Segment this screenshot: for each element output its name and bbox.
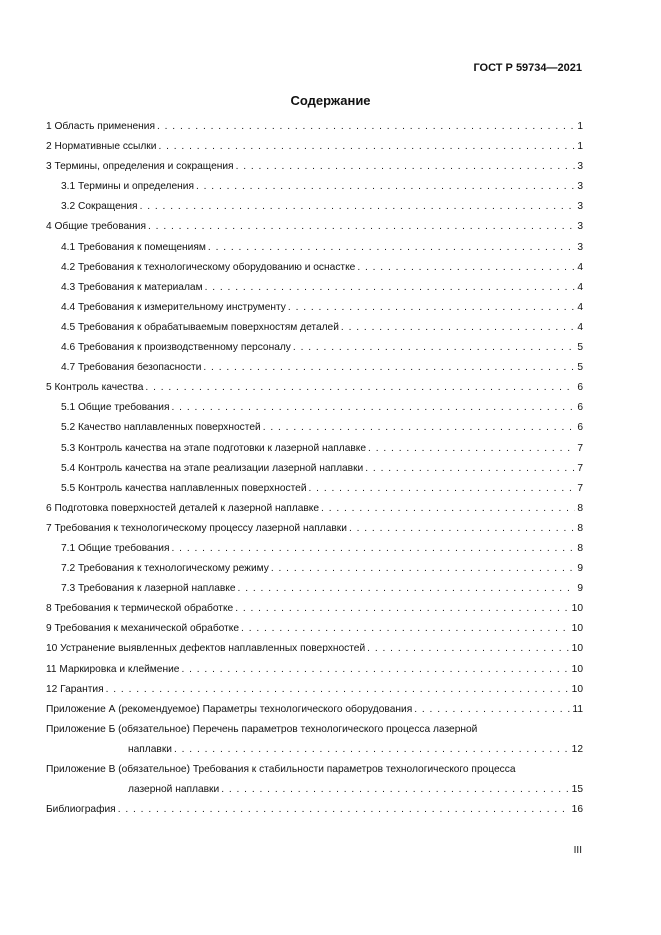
- toc-entry-label: 1 Область применения: [46, 121, 155, 132]
- toc-entry[interactable]: [46, 483, 583, 503]
- toc-leader-dots: [148, 221, 575, 232]
- toc-entry-label: 4.5 Требования к обрабатываемым поверхностям деталей: [61, 321, 339, 333]
- toc-entry[interactable]: [46, 422, 583, 442]
- toc-entry[interactable]: [46, 402, 583, 422]
- toc-entry-label: 5.5 Контроль качества наплавленных поверхностей: [61, 482, 307, 494]
- toc-leader-dots: [140, 201, 576, 212]
- toc-entry[interactable]: [46, 523, 583, 543]
- toc-entry-label: 5.2 Качество наплавленных поверхностей: [61, 422, 261, 434]
- toc-leader-dots: [236, 161, 576, 172]
- toc-entry[interactable]: [46, 161, 583, 181]
- toc-leader-dots: [221, 784, 569, 795]
- toc-leader-dots: [172, 402, 576, 413]
- toc-entry-appendix-b-continuation[interactable]: [46, 744, 583, 764]
- toc-entry-label: Библиография: [46, 804, 116, 816]
- toc-entry[interactable]: [46, 463, 583, 483]
- toc-entry-label: Приложение В (обязательное) Требования к стабильности параметров технологического процесса: [46, 764, 516, 775]
- toc-entry[interactable]: [46, 704, 583, 724]
- toc-leader-dots: [288, 302, 575, 313]
- toc-entry-label: 7 Требования к технологическому процессу лазерной наплавки: [46, 522, 347, 534]
- toc-entry[interactable]: [46, 181, 583, 201]
- toc-entry-page: 5: [577, 362, 583, 374]
- toc-entry[interactable]: [46, 563, 583, 583]
- toc-entry[interactable]: [46, 623, 583, 643]
- toc-entry-label: 4.4 Требования к измерительному инструменту: [61, 301, 286, 313]
- toc-entry-page: 8: [577, 542, 583, 554]
- toc-leader-dots: [118, 804, 570, 815]
- toc-entry-label: 4 Общие требования: [46, 221, 147, 233]
- toc-entry-label: 3.2 Сокращения: [61, 201, 138, 213]
- toc-entry-page: 4: [577, 261, 583, 273]
- toc-entry[interactable]: [46, 302, 583, 322]
- toc-leader-dots: [106, 684, 570, 695]
- toc-entry-page: 1: [577, 121, 583, 132]
- toc-entry-label: Приложение Б (обязательное) Перечень параметров технологического процесса лазерной: [46, 723, 478, 735]
- toc-entry-label: наплавки: [128, 743, 172, 755]
- toc-leader-dots: [263, 422, 576, 433]
- toc-entry[interactable]: [46, 684, 583, 704]
- toc-entry-page: 10: [571, 603, 583, 615]
- toc-entry[interactable]: [46, 443, 583, 463]
- toc-leader-dots: [238, 583, 576, 594]
- toc-entry-page: 6: [577, 382, 583, 394]
- toc-entry-label: 12 Гарантия: [46, 683, 104, 695]
- toc-entry[interactable]: [46, 603, 583, 623]
- toc-entry-page: 8: [577, 522, 583, 534]
- toc-entry-bibliography[interactable]: [46, 804, 583, 824]
- toc-entry-page: 10: [571, 623, 583, 635]
- toc-entry[interactable]: [46, 262, 583, 282]
- toc-entry-label: 2 Нормативные ссылки: [46, 141, 157, 153]
- toc-leader-dots: [414, 704, 570, 715]
- toc-leader-dots: [174, 744, 570, 755]
- toc-entry-label: 5 Контроль качества: [46, 382, 144, 394]
- toc-leader-dots: [367, 643, 569, 654]
- toc-entry-label: 7.2 Требования к технологическому режиму: [61, 563, 269, 575]
- toc-entry-label: 4.3 Требования к материалам: [61, 281, 203, 293]
- toc-entry-page: 10: [571, 643, 583, 655]
- table-of-contents: [46, 121, 583, 824]
- toc-entry-label: 7.3 Требования к лазерной наплавке: [61, 583, 236, 595]
- toc-entry-label: лазерной наплавки: [128, 784, 220, 796]
- toc-entry-page: 3: [577, 221, 583, 233]
- toc-entry-label: 4.1 Требования к помещениям: [61, 241, 206, 253]
- toc-leader-dots: [357, 262, 575, 273]
- toc-entry-page: 9: [577, 563, 583, 575]
- toc-entry-appendix-v[interactable]: [46, 764, 583, 784]
- toc-leader-dots: [157, 121, 575, 132]
- document-id: ГОСТ Р 59734—2021: [473, 62, 582, 74]
- toc-entry[interactable]: [46, 583, 583, 603]
- toc-leader-dots: [181, 664, 569, 675]
- toc-entry-label: 9 Требования к механической обработке: [46, 623, 240, 635]
- toc-entry[interactable]: [46, 382, 583, 402]
- toc-leader-dots: [368, 443, 575, 454]
- toc-entry-label: 5.1 Общие требования: [61, 402, 170, 414]
- toc-entry-page: 5: [577, 342, 583, 354]
- toc-leader-dots: [341, 322, 575, 333]
- toc-entry[interactable]: [46, 342, 583, 362]
- toc-entry-page: 3: [577, 181, 583, 193]
- toc-entry-page: 7: [577, 482, 583, 494]
- toc-entry-label: 11 Маркировка и клеймение: [46, 663, 180, 675]
- toc-entry-label: 5.3 Контроль качества на этапе подготовки к лазерной наплавке: [61, 442, 367, 454]
- toc-entry-label: 3 Термины, определения и сокращения: [46, 161, 234, 173]
- toc-entry-label: 8 Требования к термической обработке: [46, 603, 234, 615]
- toc-entry-label: 7.1 Общие требования: [61, 542, 170, 554]
- toc-entry-page: 4: [577, 301, 583, 313]
- toc-leader-dots: [271, 563, 575, 574]
- toc-entry-page: 10: [571, 683, 583, 695]
- toc-entry-page: 6: [577, 402, 583, 414]
- toc-entry-label: 3.1 Термины и определения: [61, 181, 194, 193]
- toc-entry[interactable]: [46, 141, 583, 161]
- toc-leader-dots: [205, 282, 576, 293]
- toc-entry[interactable]: [46, 201, 583, 221]
- toc-leader-dots: [158, 141, 575, 152]
- toc-leader-dots: [241, 623, 570, 634]
- toc-leader-dots: [235, 603, 569, 614]
- toc-leader-dots: [309, 483, 576, 494]
- toc-entry-label: 6 Подготовка поверхностей деталей к лазерной наплавке: [46, 502, 320, 514]
- toc-entry-page: 11: [572, 703, 583, 715]
- toc-entry-page: 6: [577, 422, 583, 434]
- toc-entry-page: 16: [571, 804, 583, 816]
- toc-leader-dots: [203, 362, 575, 373]
- toc-entry-page: 1: [577, 141, 583, 153]
- toc-entry-page: 7: [577, 442, 583, 454]
- toc-entry-page: 9: [577, 583, 583, 595]
- toc-entry-page: 3: [577, 241, 583, 253]
- toc-entry[interactable]: [46, 322, 583, 342]
- toc-entry-appendix-v-continuation[interactable]: [46, 784, 583, 804]
- toc-entry-page: 3: [577, 161, 583, 173]
- toc-entry[interactable]: [46, 543, 583, 563]
- toc-entry-label: 4.7 Требования безопасности: [61, 362, 202, 374]
- toc-entry[interactable]: [46, 221, 583, 241]
- toc-entry-page: 3: [577, 201, 583, 213]
- toc-entry-label: 4.6 Требования к производственному персоналу: [61, 342, 291, 354]
- toc-entry[interactable]: [46, 242, 583, 262]
- toc-entry-label: Приложение А (рекомендуемое) Параметры технологического оборудования: [46, 703, 413, 715]
- toc-leader-dots: [196, 181, 575, 192]
- page-number: III: [573, 845, 582, 856]
- toc-entry-page: 4: [577, 321, 583, 333]
- toc-entry-label: 4.2 Требования к технологическому оборудованию и оснастке: [61, 261, 356, 273]
- toc-entry-page: 7: [577, 462, 583, 474]
- toc-entry-appendix-b[interactable]: [46, 724, 583, 744]
- toc-leader-dots: [321, 503, 575, 514]
- toc-entry[interactable]: [46, 664, 583, 684]
- toc-entry-page: 15: [571, 784, 583, 796]
- toc-entry[interactable]: [46, 362, 583, 382]
- toc-rows: [46, 121, 583, 724]
- toc-leader-dots: [145, 382, 575, 393]
- toc-entry[interactable]: [46, 643, 583, 663]
- toc-entry-page: 4: [577, 281, 583, 293]
- toc-entry[interactable]: [46, 282, 583, 302]
- toc-leader-dots: [349, 523, 575, 534]
- toc-entry-page: 12: [571, 743, 583, 755]
- toc-entry[interactable]: [46, 503, 583, 523]
- toc-entry-page: 10: [571, 663, 583, 675]
- toc-entry-page: 8: [577, 502, 583, 514]
- toc-entry-label: 10 Устранение выявленных дефектов наплавленных поверхностей: [46, 643, 366, 655]
- toc-leader-dots: [293, 342, 575, 353]
- toc-leader-dots: [172, 543, 576, 554]
- toc-entry[interactable]: [46, 121, 583, 141]
- toc-entry-label: 5.4 Контроль качества на этапе реализации лазерной наплавки: [61, 462, 364, 474]
- toc-leader-dots: [208, 242, 575, 253]
- toc-leader-dots: [365, 463, 575, 474]
- page-title: Содержание: [290, 93, 371, 108]
